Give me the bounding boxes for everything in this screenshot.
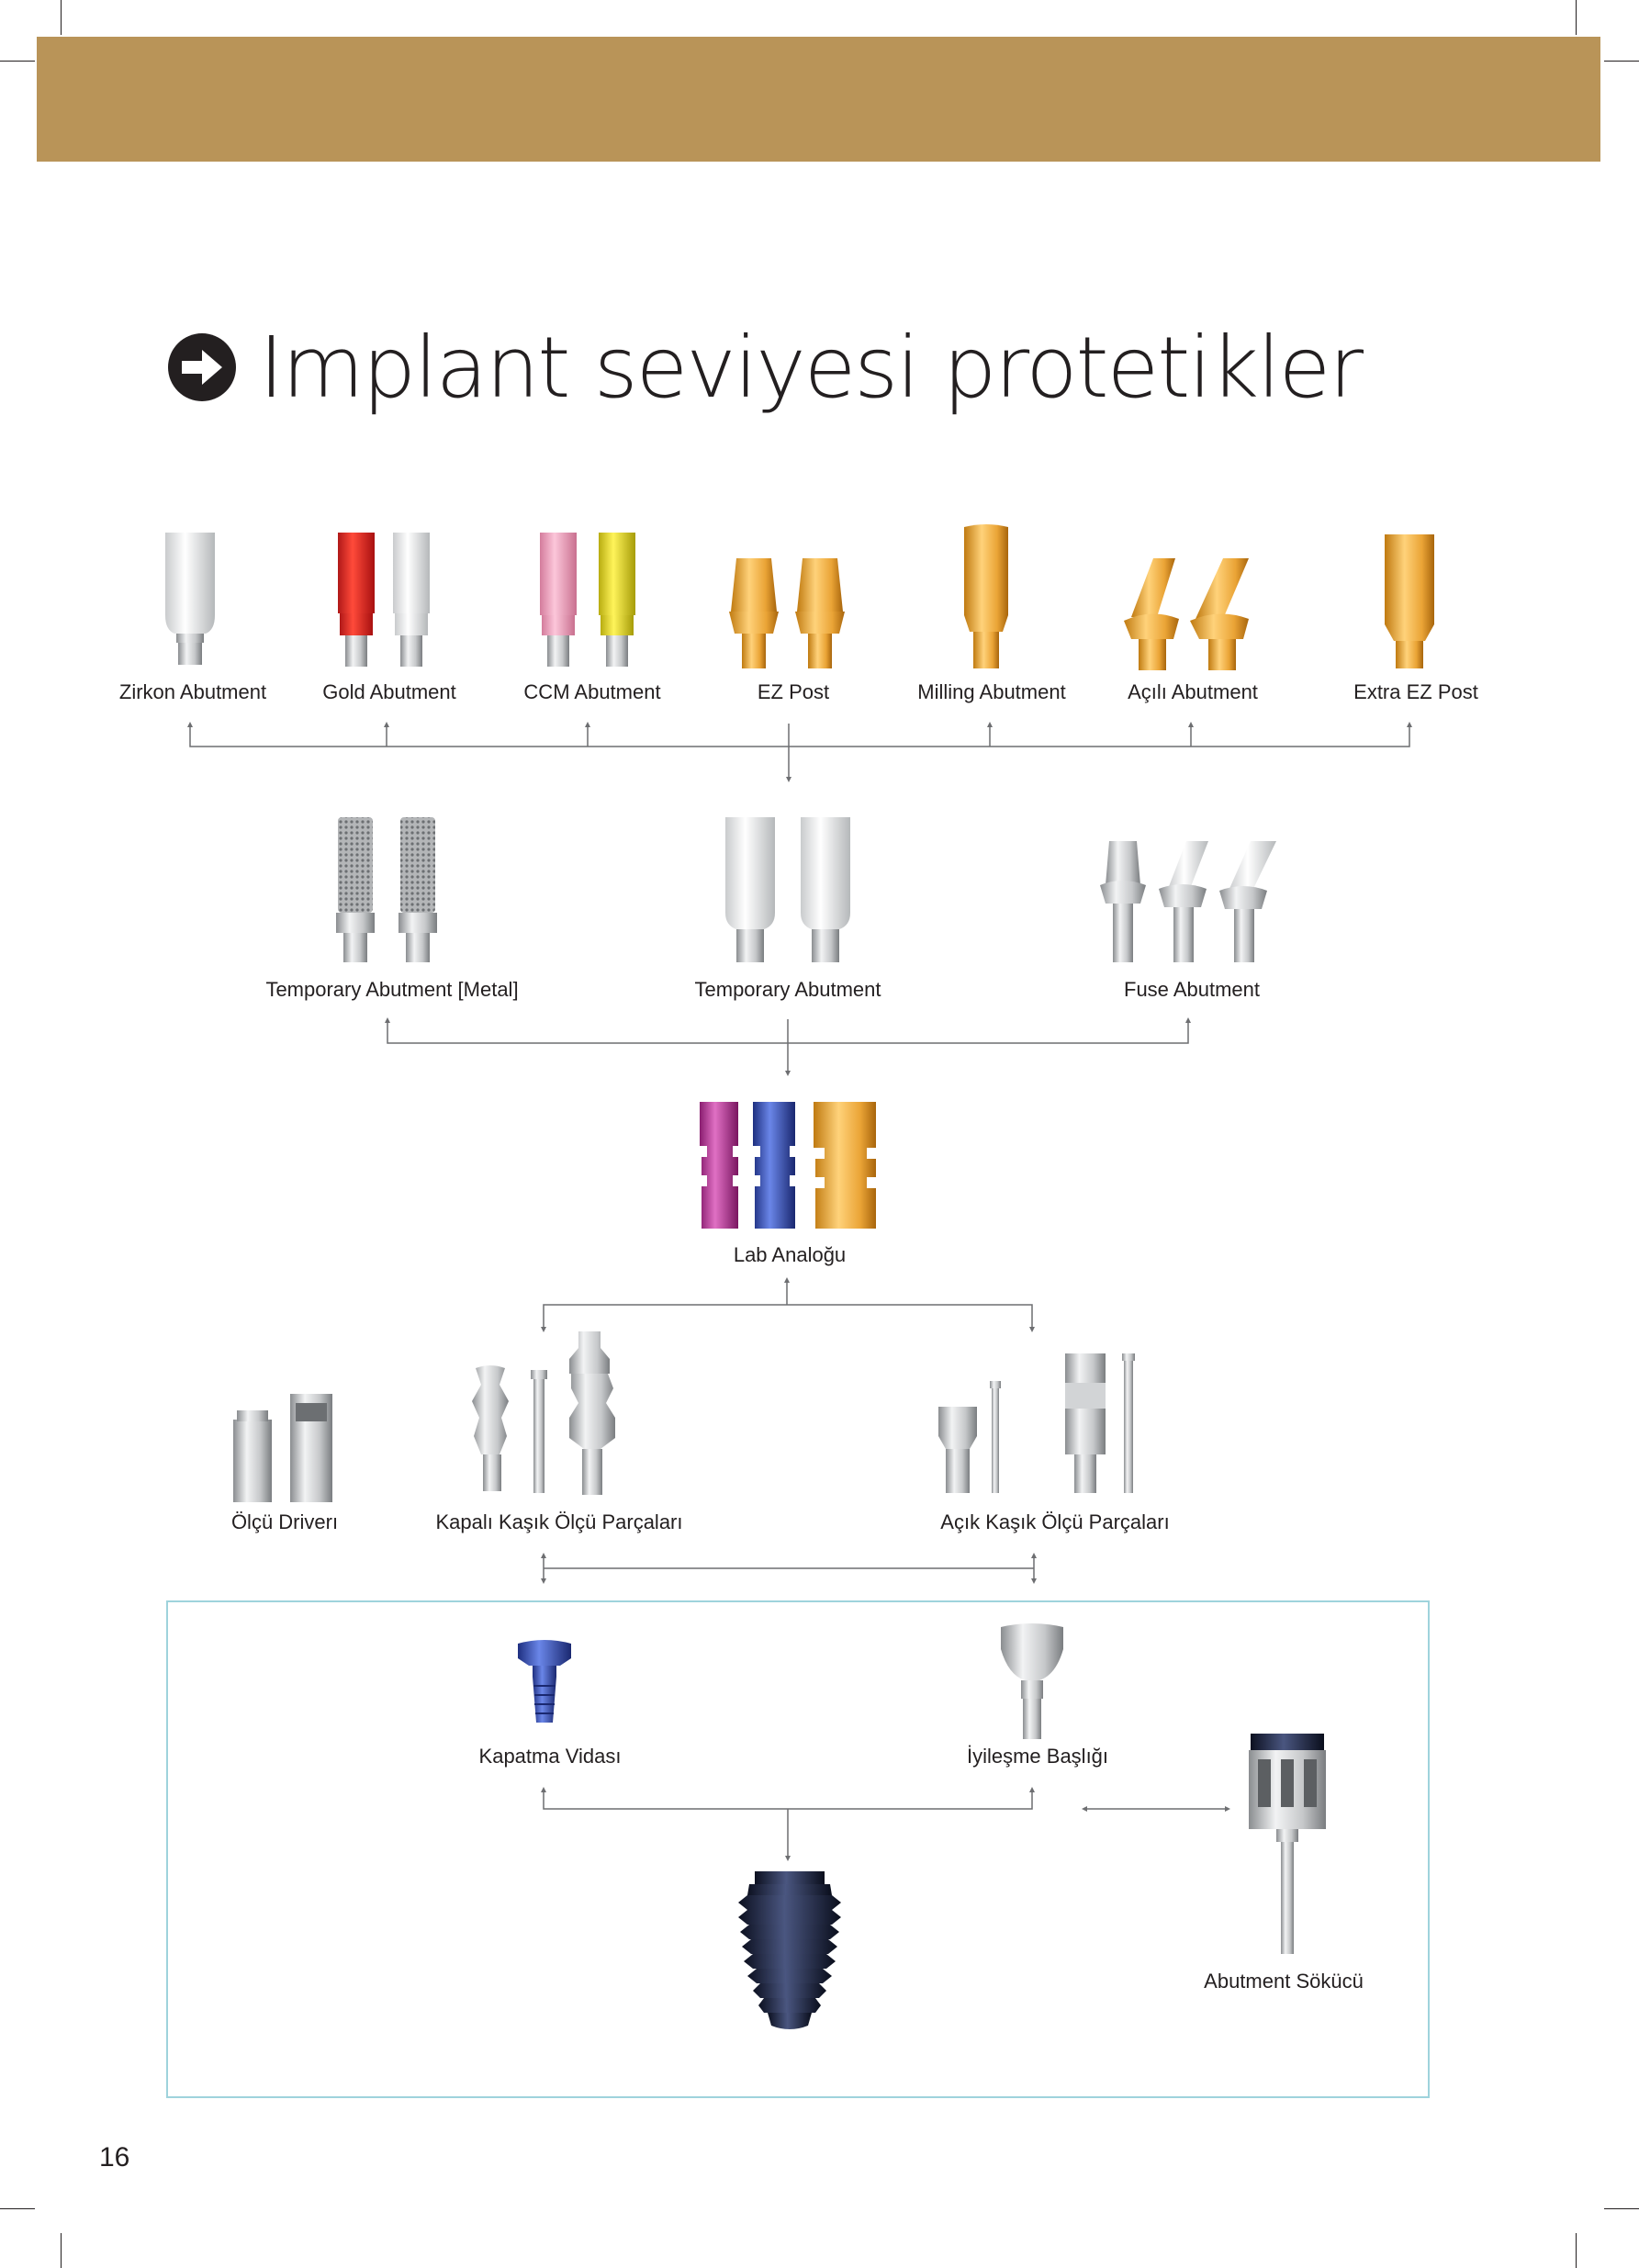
acili-abutment-label: Açılı Abutment <box>1128 680 1258 703</box>
fuse-abutment-image <box>1098 839 1287 964</box>
kapali-kasik-olcu-image <box>466 1330 626 1499</box>
gold-abutment-image <box>334 531 433 668</box>
extra-ez-post-label: Extra EZ Post <box>1353 680 1478 703</box>
page-title: Implant seviyesi protetikler <box>259 318 1363 417</box>
ez-post-image <box>725 556 850 670</box>
kapatma-vidasi-image <box>514 1638 575 1724</box>
olcu-driver-image <box>230 1390 336 1504</box>
acili-abutment-image <box>1120 556 1262 672</box>
kapatma-vidasi-label: Kapatma Vidası <box>478 1745 622 1768</box>
zirkon-abutment-label: Zirkon Abutment <box>118 680 267 703</box>
iyilesme-basligi-image <box>997 1622 1067 1741</box>
temporary-abutment-metal-label: Temporary Abutment [Metal] <box>265 978 519 1001</box>
milling-abutment-image <box>959 523 1014 670</box>
milling-abutment-label: Milling Abutment <box>917 680 1066 703</box>
abutment-sokucu-image <box>1243 1732 1331 1956</box>
kapali-kasik-olcu-label: Kapalı Kaşık Ölçü Parçaları <box>435 1510 683 1533</box>
temporary-abutment-label: Temporary Abutment <box>694 978 881 1001</box>
olcu-driver-label: Ölçü Driverı <box>230 1510 339 1533</box>
ez-post-label: EZ Post <box>757 680 830 703</box>
ccm-abutment-image <box>536 531 639 668</box>
acik-kasik-olcu-image <box>933 1350 1144 1497</box>
abutment-sokucu-label: Abutment Sökücü <box>1204 1970 1364 1993</box>
temporary-abutment-image <box>722 814 854 964</box>
temporary-abutment-metal-image <box>332 814 443 964</box>
acik-kasik-olcu-label: Açık Kaşık Ölçü Parçaları <box>940 1510 1170 1533</box>
zirkon-abutment-image <box>162 531 219 667</box>
extra-ez-post-image <box>1381 533 1438 670</box>
lab-analog-image <box>696 1100 880 1230</box>
iyilesme-basligi-label: İyileşme Başlığı <box>966 1745 1109 1768</box>
page-number: 16 <box>99 2142 130 2173</box>
ccm-abutment-label: CCM Abutment <box>523 680 661 703</box>
fuse-abutment-label: Fuse Abutment <box>1124 978 1260 1001</box>
gold-abutment-label: Gold Abutment <box>322 680 456 703</box>
implant-fixture-image <box>735 1868 845 2033</box>
lab-analog-label: Lab Analoğu <box>733 1243 847 1266</box>
